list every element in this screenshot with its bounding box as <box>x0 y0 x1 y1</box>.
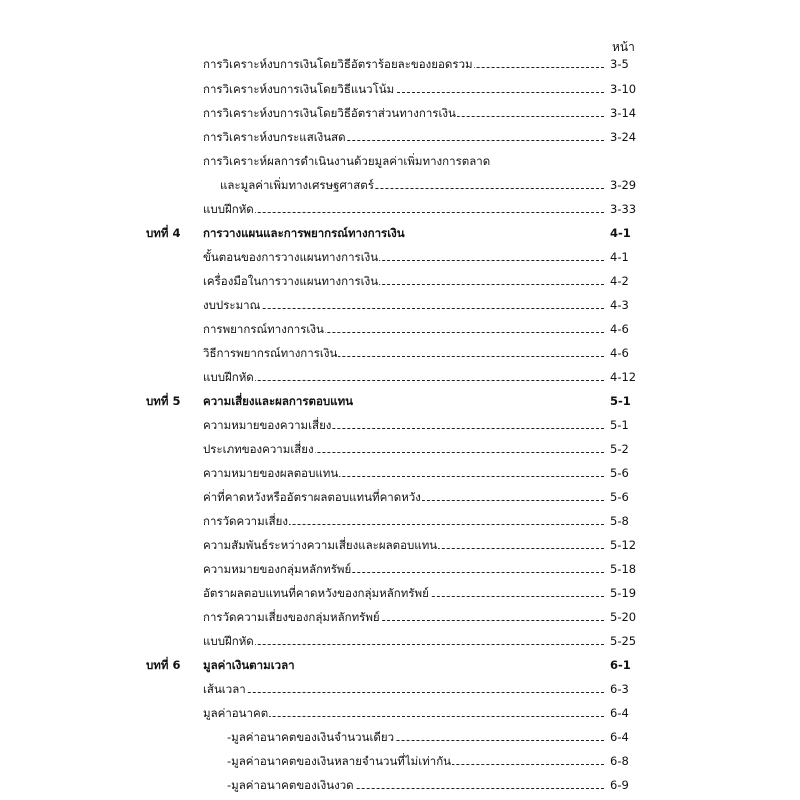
entry-title <box>203 344 604 362</box>
entry-text: และมูลค่าเพิ่มทางเศรษฐศาสตร์ <box>220 178 374 192</box>
page-number: 6-3 <box>610 682 629 696</box>
toc-entry-row <box>0 704 800 722</box>
entry-text: ความหมายของผลตอบแทน <box>203 466 339 480</box>
page-number: 4-6 <box>610 346 629 360</box>
page-number: 5-6 <box>610 490 629 504</box>
entry-title <box>203 80 604 98</box>
toc-entry-row <box>0 128 800 146</box>
toc-entry-row <box>0 632 800 650</box>
entry-text: แบบฝึกหัด <box>203 370 254 384</box>
chapter-number: บทที่ 5 <box>146 394 181 408</box>
entry-title <box>203 512 604 530</box>
page-number: 5-1 <box>610 394 631 408</box>
page-number: 3-29 <box>610 178 637 192</box>
page-number: 5-1 <box>610 418 629 432</box>
entry-text: ขั้นตอนของการวางแผนทางการเงิน <box>203 250 379 264</box>
page-number: 4-2 <box>610 274 629 288</box>
entry-title <box>203 416 604 434</box>
entry-title <box>203 104 604 122</box>
entry-title <box>227 752 604 770</box>
chapter-number: บทที่ 6 <box>146 658 181 672</box>
dot-leader <box>203 644 604 645</box>
toc-entry-row <box>0 320 800 338</box>
toc-entry-row <box>0 80 800 98</box>
entry-text: การวัดความเสี่ยงของกลุ่มหลักทรัพย์ <box>203 610 380 624</box>
toc-entry-row <box>0 55 800 73</box>
toc-chapter-row <box>0 392 800 410</box>
entry-text: ความเสี่ยงและผลการตอบแทน <box>203 394 354 408</box>
entry-title <box>203 632 604 650</box>
toc-entry-row <box>0 296 800 314</box>
chapter-number: บทที่ 4 <box>146 226 181 240</box>
entry-text: แบบฝึกหัด <box>203 634 254 648</box>
toc-entry-row <box>0 200 800 218</box>
page-number: 3-24 <box>610 130 637 144</box>
dot-leader <box>203 380 604 381</box>
chapter-title <box>203 392 604 410</box>
entry-title <box>203 200 604 218</box>
entry-text: เส้นเวลา <box>203 682 246 696</box>
toc-entry-row <box>0 440 800 458</box>
entry-text: มูลค่าเงินตามเวลา <box>203 658 295 672</box>
entry-title <box>203 272 604 290</box>
page-number: 5-2 <box>610 442 629 456</box>
page-number: 5-18 <box>610 562 637 576</box>
entry-title <box>203 584 604 602</box>
entry-text: ความหมายของกลุ่มหลักทรัพย์ <box>203 562 352 576</box>
toc-entry-row <box>0 680 800 698</box>
toc-chapter-row <box>0 224 800 242</box>
page-number: 3-10 <box>610 82 637 96</box>
toc-entry-row <box>0 584 800 602</box>
entry-text: ค่าที่คาดหวังหรืออัตราผลตอบแทนที่คาดหวัง <box>203 490 421 504</box>
entry-title <box>203 320 604 338</box>
entry-title <box>203 536 604 554</box>
dot-leader <box>203 308 604 309</box>
entry-text: การวิเคราะห์งบการเงินโดยวิธีอัตราส่วนทางการเงิน <box>203 106 456 120</box>
toc-entry-row <box>0 344 800 362</box>
entry-text: การวิเคราะห์งบการเงินโดยวิธีแนวโน้ม <box>203 82 395 96</box>
entry-title <box>203 368 604 386</box>
entry-text: วิธีการพยากรณ์ทางการเงิน <box>203 346 338 360</box>
page-number: 5-19 <box>610 586 637 600</box>
entry-text: การวัดความเสี่ยง <box>203 514 289 528</box>
entry-text: การวิเคราะห์ผลการดำเนินงานด้วยมูลค่าเพิ่มทางการตลาด <box>203 154 491 168</box>
entry-title <box>203 55 604 73</box>
toc-entry-row <box>0 248 800 266</box>
entry-text: ประเภทของความเสี่ยง <box>203 442 314 456</box>
page-number: 4-12 <box>610 370 637 384</box>
toc-entry-row <box>0 176 800 194</box>
entry-title <box>203 704 604 722</box>
page-number: 6-1 <box>610 658 631 672</box>
entry-text: การวิเคราะห์งบกระแสเงินสด <box>203 130 346 144</box>
page-number: 5-25 <box>610 634 637 648</box>
toc-entry-row <box>0 104 800 122</box>
page-number: 4-6 <box>610 322 629 336</box>
entry-text: ความสัมพันธ์ระหว่างความเสี่ยงและผลตอบแทน <box>203 538 438 552</box>
page-number: 5-20 <box>610 610 637 624</box>
chapter-title <box>203 656 604 674</box>
toc-entry-row <box>0 536 800 554</box>
entry-title <box>203 152 503 170</box>
entry-title <box>203 248 604 266</box>
toc-entry-row <box>0 464 800 482</box>
toc-entry-row <box>0 272 800 290</box>
entry-text: มูลค่าอนาคต <box>203 706 269 720</box>
entry-text: ความหมายของความเสี่ยง <box>203 418 332 432</box>
entry-text: การวางแผนและการพยากรณ์ทางการเงิน <box>203 226 405 240</box>
entry-title <box>203 440 604 458</box>
page-number: 6-4 <box>610 706 629 720</box>
entry-text: อัตราผลตอบแทนที่คาดหวังของกลุ่มหลักทรัพย์ <box>203 586 429 600</box>
entry-title <box>203 464 604 482</box>
page-number: 3-14 <box>610 106 637 120</box>
entry-title <box>227 728 604 746</box>
entry-title <box>203 608 604 626</box>
entry-text: การวิเคราะห์งบการเงินโดยวิธีอัตราร้อยละของยอดรวม <box>203 57 473 71</box>
toc-entry-row <box>0 152 800 170</box>
toc-entry-row <box>0 416 800 434</box>
page-number: 6-8 <box>610 754 629 768</box>
page-number: 5-12 <box>610 538 637 552</box>
toc-chapter-row <box>0 656 800 674</box>
entry-title <box>203 296 604 314</box>
entry-title <box>203 560 604 578</box>
toc-entry-row <box>0 752 800 770</box>
page-number: 4-3 <box>610 298 629 312</box>
entry-text: เครื่องมือในการวางแผนทางการเงิน <box>203 274 379 288</box>
entry-text: การพยากรณ์ทางการเงิน <box>203 322 324 336</box>
toc-entry-row <box>0 368 800 386</box>
page-number: 5-8 <box>610 514 629 528</box>
entry-text: -มูลค่าอนาคตของเงินหลายจำนวนที่ไม่เท่ากัน <box>227 754 452 768</box>
entry-title <box>203 128 604 146</box>
entry-text: งบประมาณ <box>203 298 261 312</box>
page-column-header: หน้า <box>612 40 635 54</box>
toc-entry-row <box>0 512 800 530</box>
toc-entry-row <box>0 728 800 746</box>
page-number: 6-9 <box>610 778 629 792</box>
entry-title <box>203 680 604 698</box>
chapter-title <box>203 224 604 242</box>
entry-title <box>220 176 604 194</box>
page-number: 3-5 <box>610 57 629 71</box>
page-number: 4-1 <box>610 250 629 264</box>
page-number: 6-4 <box>610 730 629 744</box>
toc-entry-row <box>0 560 800 578</box>
dot-leader <box>203 692 604 693</box>
entry-title <box>227 776 604 794</box>
entry-text: -มูลค่าอนาคตของเงินงวด <box>227 778 354 792</box>
toc-entry-row <box>0 488 800 506</box>
page-number: 3-33 <box>610 202 637 216</box>
toc-entry-row <box>0 776 800 794</box>
page-number: 5-6 <box>610 466 629 480</box>
dot-leader <box>203 212 604 213</box>
entry-text: -มูลค่าอนาคตของเงินจำนวนเดียว <box>227 730 395 744</box>
toc-entry-row <box>0 608 800 626</box>
entry-text: แบบฝึกหัด <box>203 202 254 216</box>
page-number: 4-1 <box>610 226 631 240</box>
entry-title <box>203 488 604 506</box>
